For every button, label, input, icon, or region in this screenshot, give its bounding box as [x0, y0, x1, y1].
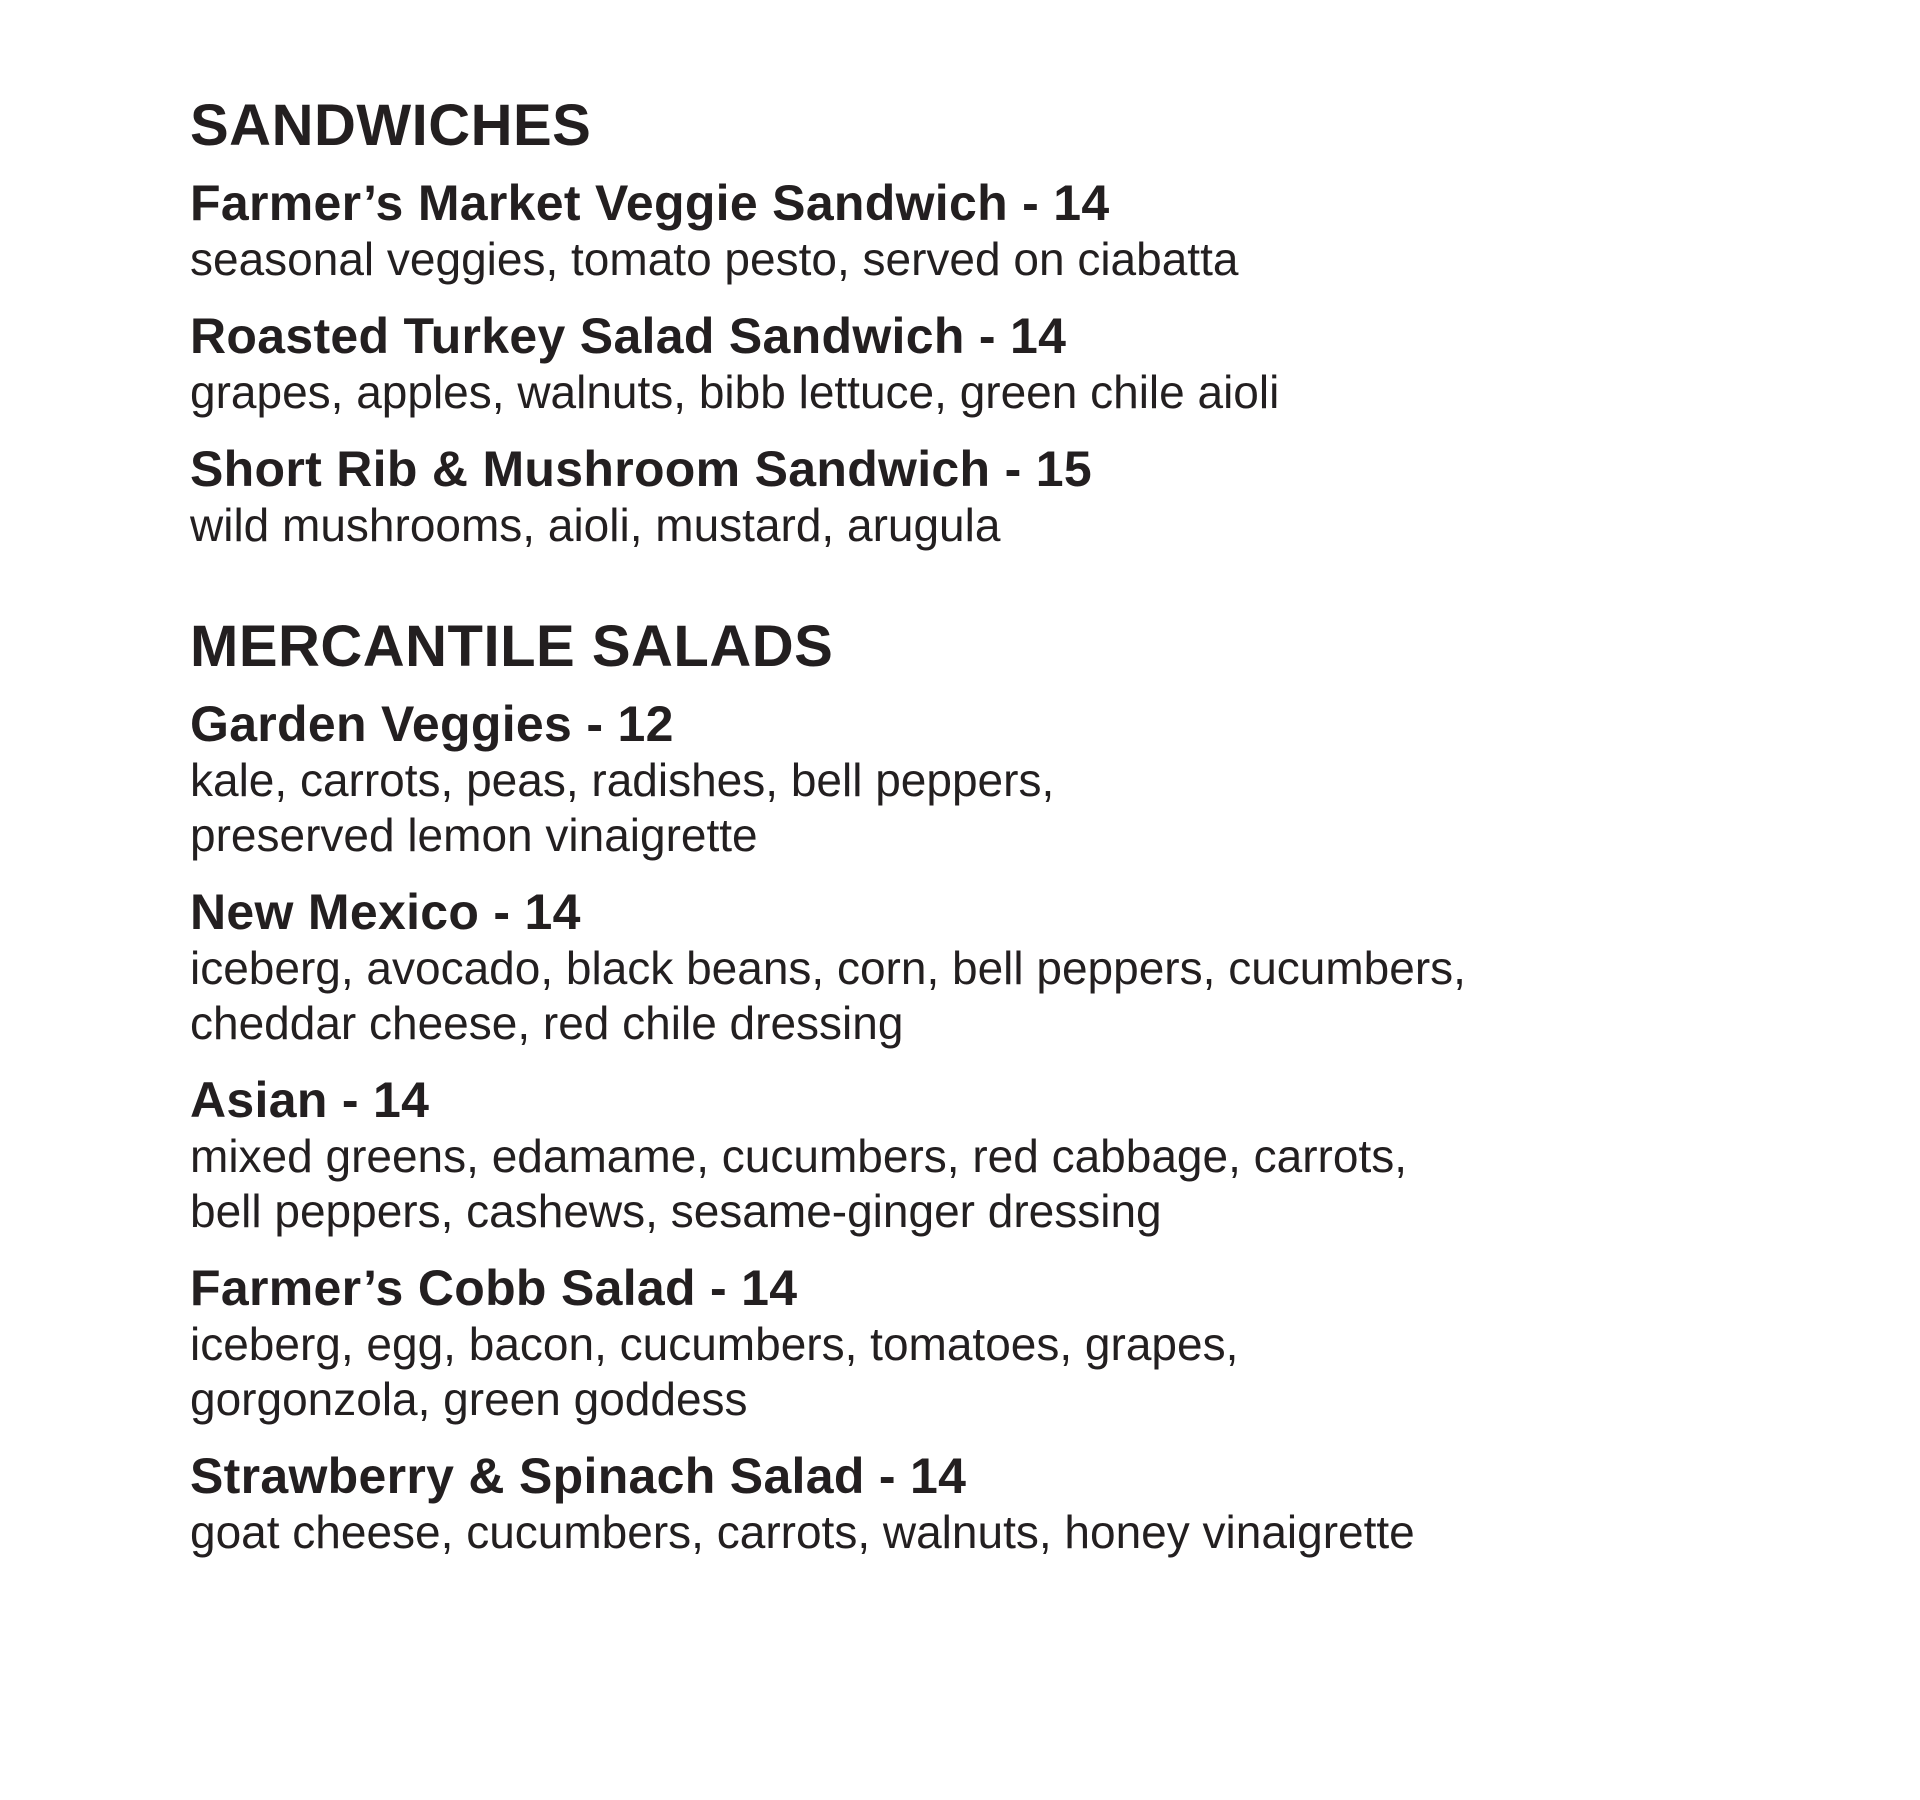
item-name: Roasted Turkey Salad Sandwich - 14 — [190, 308, 1067, 364]
item-name: Farmer’s Cobb Salad - 14 — [190, 1260, 798, 1316]
menu-item — [190, 307, 1790, 420]
menu-item — [190, 695, 1790, 863]
menu — [190, 92, 1790, 1560]
menu-item — [190, 1447, 1790, 1560]
menu-item — [190, 174, 1790, 287]
menu-item — [190, 440, 1790, 553]
menu-item — [190, 883, 1790, 1051]
item-description: wild mushrooms, aioli, mustard, arugula — [190, 499, 1001, 551]
item-name: Asian - 14 — [190, 1072, 430, 1128]
item-description: mixed greens, edamame, cucumbers, red cabbage, carrots, bell peppers, cashews, sesame-ginger dressing — [190, 1130, 1408, 1237]
item-name: Strawberry & Spinach Salad - 14 — [190, 1448, 967, 1504]
item-name: Farmer’s Market Veggie Sandwich - 14 — [190, 175, 1110, 231]
menu-item — [190, 1259, 1790, 1427]
section-mercantile-salads — [190, 613, 1790, 1560]
section-title: MERCANTILE SALADS — [190, 614, 834, 679]
menu-item — [190, 1071, 1790, 1239]
item-description: iceberg, avocado, black beans, corn, bell peppers, cucumbers, cheddar cheese, red chile dressing — [190, 942, 1466, 1049]
item-description: seasonal veggies, tomato pesto, served on ciabatta — [190, 233, 1239, 285]
item-description: grapes, apples, walnuts, bibb lettuce, green chile aioli — [190, 366, 1280, 418]
item-description: goat cheese, cucumbers, carrots, walnuts, honey vinaigrette — [190, 1506, 1415, 1558]
item-name: Short Rib & Mushroom Sandwich - 15 — [190, 441, 1092, 497]
section-title: SANDWICHES — [190, 93, 592, 158]
item-name: Garden Veggies - 12 — [190, 696, 674, 752]
item-description: iceberg, egg, bacon, cucumbers, tomatoes, grapes, gorgonzola, green goddess — [190, 1318, 1239, 1425]
section-sandwiches — [190, 92, 1790, 553]
item-description: kale, carrots, peas, radishes, bell peppers, preserved lemon vinaigrette — [190, 754, 1055, 861]
item-name: New Mexico - 14 — [190, 884, 581, 940]
